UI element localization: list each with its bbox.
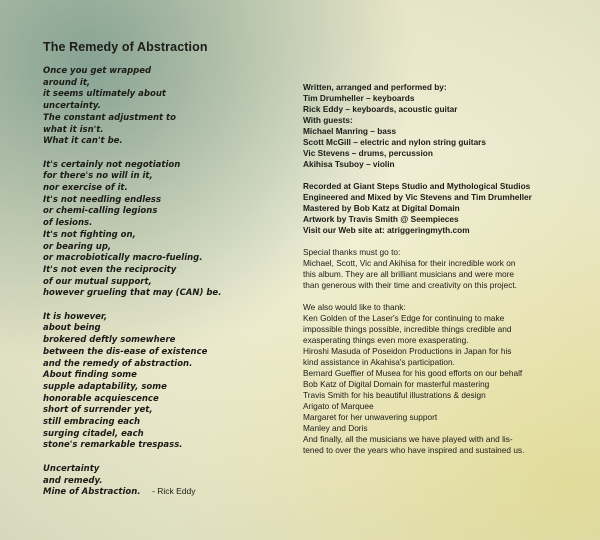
poem-line: of lesions. — [43, 218, 93, 229]
poem-line: or macrobiotically macro-fueling. — [43, 253, 203, 264]
poem-line: brokered deftly somewhere — [43, 335, 176, 346]
credit-line: Engineered and Mixed by Vic Stevens and Tim Drumheller — [303, 192, 532, 202]
credit-line: With guests: — [303, 115, 353, 125]
poem-line: it seems ultimately about — [43, 89, 166, 100]
poem — [43, 66, 288, 511]
poem-line: about being — [43, 323, 101, 334]
poem-line: however grueling that may (CAN) be. — [43, 288, 222, 299]
credit-line: Bob Katz of Digital Domain for masterful mastering — [303, 379, 490, 389]
credits-also-thank — [303, 302, 593, 456]
credit-line: Bernard Gueffier of Musea for his good efforts on our behalf — [303, 368, 523, 378]
poem-line: It's certainly not negotiation — [43, 159, 181, 170]
credit-line: Mastered by Bob Katz at Digital Domain — [303, 203, 460, 213]
poem-line: or bearing up, — [43, 241, 112, 252]
credit-line: Written, arranged and performed by: — [303, 82, 447, 92]
poem-line: stone's remarkable trespass. — [43, 440, 183, 451]
credit-line: kind assistance in Akahisa's participation. — [303, 357, 455, 367]
poem-line: Once you get wrapped — [43, 66, 152, 76]
credits-production — [303, 181, 593, 236]
poem-line: About finding some — [43, 370, 137, 381]
credit-line: Visit our Web site at: atriggeringmyth.com — [303, 225, 470, 235]
poem-line: still embracing each — [43, 417, 141, 428]
credit-line: Special thanks must go to: — [303, 247, 401, 257]
credit-line: than generous with their time and creativity on this project. — [303, 280, 517, 290]
credit-line: tened to over the years who have inspired and sustained us. — [303, 445, 525, 455]
credit-line: Recorded at Giant Steps Studio and Mythological Studios — [303, 181, 531, 191]
poem-line: and remedy. — [43, 475, 103, 486]
poem-line: around it, — [43, 77, 91, 88]
poem-line: short of surrender yet, — [43, 405, 153, 416]
credit-line: Arigato of Marquee — [303, 401, 374, 411]
poem-line: Uncertainty — [43, 463, 100, 474]
credit-line: Michael, Scott, Vic and Akihisa for their incredible work on — [303, 258, 516, 268]
poem-line: of our mutual support, — [43, 276, 152, 287]
credits — [303, 82, 593, 467]
credits-special-thanks — [303, 247, 593, 291]
credit-line: Akihisa Tsuboy – violin — [303, 159, 395, 169]
poem-line: supple adaptability, some — [43, 381, 167, 392]
credit-line: Michael Manring – bass — [303, 126, 397, 136]
credit-line: impossible things possible, incredible things credible and — [303, 324, 512, 334]
credit-line: Scott McGill – electric and nylon string guitars — [303, 137, 487, 147]
poem-line: uncertainty. — [43, 101, 101, 112]
credit-line: Hiroshi Masuda of Poseidon Productions in Japan for his — [303, 346, 512, 356]
poem-line: and the remedy of abstraction. — [43, 358, 193, 369]
poem-line: surging citadel, each — [43, 428, 144, 439]
poem-line: The constant adjustment to — [43, 112, 176, 123]
poem-line: Mine of Abstraction. — [43, 487, 141, 498]
poem-line: honorable acquiescence — [43, 393, 159, 404]
poem-line: It is however, — [43, 311, 108, 322]
poem-line: It's not needling endless — [43, 194, 162, 205]
credit-line: Manley and Doris — [303, 423, 368, 433]
poem-line: what it isn't. — [43, 124, 104, 135]
credit-line: Travis Smith for his beautiful illustrations & design — [303, 390, 486, 400]
credit-line: Tim Drumheller – keyboards — [303, 93, 415, 103]
credit-line: And finally, all the musicians we have played with and lis- — [303, 434, 513, 444]
poem-signature: - Rick Eddy — [152, 486, 196, 496]
credit-line: Ken Golden of the Laser's Edge for continuing to make — [303, 313, 505, 323]
poem-line: It's not even the reciprocity — [43, 264, 177, 275]
credits-performers — [303, 82, 593, 170]
poem-line: It's not fighting on, — [43, 229, 136, 240]
credit-line: Artwork by Travis Smith @ Seempieces — [303, 214, 459, 224]
credit-line: Vic Stevens – drums, percussion — [303, 148, 433, 158]
credit-line: Rick Eddy – keyboards, acoustic guitar — [303, 104, 458, 114]
poem-line: for there's no will in it, — [43, 171, 153, 182]
poem-line: between the dis-ease of existence — [43, 346, 208, 357]
credit-line: Margaret for her unwavering support — [303, 412, 438, 422]
poem-line: or chemi-calling legions — [43, 206, 158, 217]
poem-stanza — [43, 66, 288, 148]
poem-line: What it can't be. — [43, 136, 123, 147]
poem-stanza — [43, 160, 288, 300]
poem-stanza — [43, 312, 288, 452]
credit-line: exasperating things even more exasperating. — [303, 335, 469, 345]
credit-line: this album. They are all brilliant musicians and were more — [303, 269, 515, 279]
poem-line: nor exercise of it. — [43, 183, 128, 194]
page-title: The Remedy of Abstraction — [43, 40, 208, 54]
credit-line: We also would like to thank: — [303, 302, 406, 312]
